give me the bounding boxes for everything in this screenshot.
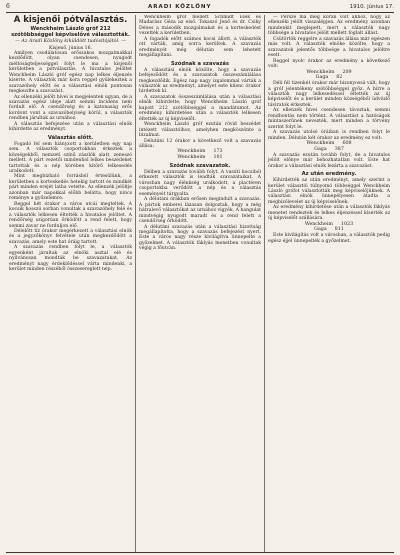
paragraph: A szavazás rendben folyt le, a választók egyenként járultak az elnöki asztal elé és nyilvánosan mondták be szavazatukat. Az eredményt nagy érdeklődéssel várta mindenki, a kerület minden részéből összesereglett nép. (9, 245, 132, 273)
article-byline: — Az Aradi Közlöny kiküldött tudósítójától. — (15, 39, 126, 44)
paragraph: A választás befejezése után a választási elnök kihirdette az eredményt. (9, 121, 132, 133)
vote-count: 387 (334, 146, 344, 152)
paragraph: A szavazás ezután tovább folyt, de a hivatalos jelölt előnye már behozhatatlan volt. Este hat órakor a választási elnök lezárta a szavazást. (268, 152, 390, 169)
paragraph: Reggel hét órakor a város utcái megteltek. A kocsik hosszú sorban vonultak a szavazóhely felé és a választók lelkesen éltették a hivatalos jelöltet. A rendőrség szigorúan őrködött a rend felett, hogy semmi zavar ne forduljon elő. (9, 201, 132, 229)
masthead (6, 3, 394, 13)
paragraph: Délelőtt tíz órakor megérkezett a választási elnök és a jegyzőkönyv felvétele után megkezdődött a szavazás, amely este hat óráig tartott. (9, 229, 132, 245)
paper-name: ARADI KÖZLÖNY (147, 4, 212, 10)
vote-count: 209 (342, 69, 352, 75)
vote-count: 101 (213, 155, 223, 161)
paragraph: Mint megbízható forrásból értesülünk, a kerületben a korteskedés hetekig tartott és mindkét párt minden erejét latba vetette. Az ellenzék jelöltje azonban már napokkal előbb belátta, hogy nincs reménye a győzelemre. (9, 174, 132, 202)
candidate-name: Gaga (315, 75, 329, 81)
paragraph: Délutáni 12 órakor a következő volt a szavazás állása: (139, 138, 261, 149)
column-1 (6, 15, 135, 553)
paragraph: Wenckheim László gróf ezután rövid beszédet intézett választóihoz, amelyben megköszönte a bizalmat. (139, 122, 261, 139)
candidate-name: Wenckheim (304, 221, 333, 227)
column-3 (264, 15, 393, 553)
vote-count: 173 (213, 149, 223, 155)
paragraph: Fogadó fel sem hiányzott a kerületben egy nap sem. A választók csoportokban érkeztek a községekből, nemzeti színű zászlók alatt, zeneszó mellett. A párt vezetői mindenhol lelkes beszédeket tartottak és a nép körében kitörő lelkesedés uralkodott. (9, 141, 132, 175)
paragraph: Délben a szavazás tovább folyt. A vasúti kocsiból érkezett választók is leadták szavazataikat. A városban nagy élénkség uralkodott, a piactéren csoportokba verődött a nép és a választás eseményeit tárgyalta. (139, 170, 261, 197)
paragraph: Amilyen csodálatosan erőszakos mozgalmakkal kezdődött, olyan csendesen, nyugodt méltóságteljességgel folyt le ma a kisjenői kerületben a pótválasztás. A hivatalos jelöltet Wenckheim László gróf egész nap lelkes éljenzés kísérte. A választók már kora reggel gyülekeztek a szavazóhely előtt és a választási elnök pontosan megkezdte a szavazást. (9, 50, 132, 95)
paragraph: Csütörtök reggelre a szavazás állása már egészen más volt. A választók elnöke közölte, hogy a szavazatok jelentős többsége a hivatalos jelöltre esett. (268, 36, 390, 59)
paragraph: Wenckheim gróf mellett Schmidt Elek és Madarász Géza az első. Tokaszó Jenő és dr. Csiky Dénes a második mozgalmakat és a korteskedést vezették a kerületben. (139, 15, 261, 37)
candidate-name: Wenckheim (306, 69, 335, 75)
candidate-name: Gaga (314, 146, 327, 152)
paragraph: Az ellenzék hívei csendesen távoztak, semmi rendbontás nem történt. A választást a hatóságok mintaszerűnek nevezték, mert minden a törvény szerint folyt le. (268, 108, 390, 130)
paragraph: A fogadók előtt számos kocsi állott, a választók ott várták, amíg sorra kerültek. A szavazás eredményét még délután sem lehetett megállapítani. (139, 36, 261, 59)
section-heading: Szódnak szavazatok. (169, 163, 231, 170)
vote-count: 1023 (340, 221, 354, 227)
article-headline: A kisjenői pótválasztás. (13, 15, 128, 25)
column-2 (135, 15, 264, 553)
vote-count: 811 (334, 227, 344, 233)
section-heading: Választás előtt. (47, 134, 94, 141)
article-subhead: Wenckheim László gróf 212 szótöbbséggel képviselővé választották. (11, 26, 130, 38)
issue-date: 1910. június 17. (349, 4, 394, 10)
columns (6, 15, 394, 553)
candidate-name: Wenckheim (177, 155, 206, 161)
paragraph: A szavazatok összeszámlálása után a választási elnök kihirdette, hogy Wenckheim László gróf kapott 212 szótöbbséggel a mandátumot. Az eredmény kihirdetése után a választók lelkesen éltették az új képviselőt. (139, 94, 261, 122)
section-heading: Szódnak a szavazás (171, 60, 229, 67)
paragraph: Az eredmény kihirdetése után a választók fáklyás menetet rendeztek és lelkes éljenzéssel kísérték az új képviselőt szállására. (268, 205, 390, 222)
paragraph: A délutáni szavazás után a választási bizottság megállapította, hogy a szavazás befejezést nyert. Este a város nagy része kivilágítva ünnepelte a győzelmet. A választók fáklyás menetben vonultak végig a főutcán. (139, 224, 261, 252)
vote-count: 82 (336, 75, 343, 81)
candidate-name: Wenckheim (306, 141, 335, 147)
page-number: 6 (6, 3, 10, 10)
section-heading: Az után eredmény. (301, 171, 357, 178)
paragraph: Kihirdették az után eredményt, amely szerint a kerület választói túlnyomó többséggel Wenckheim László grófot választották meg képviselőjüknek. A választási elnök ünnepélyesen átadta a megbízólevelet az új képviselőnek. (268, 178, 390, 205)
dateline: Kisjenő, június 16. (49, 45, 92, 51)
paragraph: A szavazás utolsó óráiban is rendben folyt le minden. Délután két órakor az eredmény ez volt: (268, 130, 390, 141)
paragraph: Este kivilágítás volt a városban, a választók pedig egész éjjel ünnepelték a győzelmet. (268, 233, 390, 244)
paragraph: Déli fél tizenkét órakor már bizonyossá vált, hogy a gróf jelentékeny szótöbbséggel győz. A hírre a választók nagy lelkesedéssel éltették az új képviselőt és a kerület minden községéből üdvözlő táviratok érkeztek. (268, 81, 390, 108)
paragraph: A választási elnök közölte, hogy a szavazás befejeződött és a szavazatok összeszámlálása megkezdődik. Egész nap nagy izgalommal várták a választók az eredményt, amelyet este kilenc órakor hirdettek ki. (139, 67, 261, 95)
paragraph: A délutáni órákban erősen megindult a szavazás. A pártok emberei lázasan dolgoztak, hogy a még hátralevő választókat az urnához vigyék. A hangulat mindvégig nyugodt maradt és a rend felett a csendőrség őrködött. (139, 197, 261, 225)
bottom-rule (6, 552, 394, 553)
candidate-name: Gaga (314, 227, 327, 233)
paragraph: Reggel nyolc órakor az eredmény a következő volt: (268, 58, 390, 70)
paragraph: Az ellenzéki jelölt hívei is megjelentek ugyan, de a szavazás egész ideje alatt semmi incidens nem fordult elő. A csendőrség és a katonaság erős kordont vont a szavazóhelyiség körül, a választók rendben járultak az urnához. (9, 94, 132, 122)
paragraph: — Persze ma még korán volt ahhoz, hogy az ellenzéki jelölt visszalépjen. Az eredmény azonban mindenkit meglepett, mert a választók nagy többsége a hivatalos jelölt mellett foglalt állást. (268, 15, 390, 37)
vote-count: 608 (342, 141, 352, 147)
candidate-name: Wenckheim (177, 149, 206, 155)
